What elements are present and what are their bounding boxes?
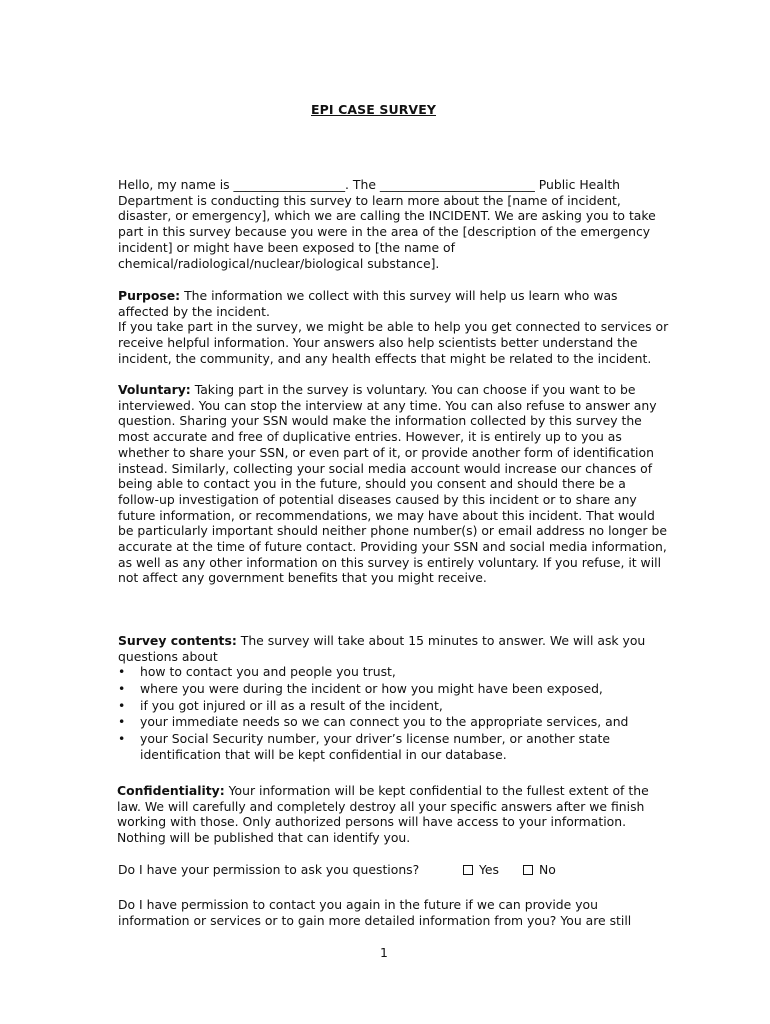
contents-paragraph xyxy=(118,633,670,664)
list-item: • where you were during the incident or how you might have been exposed, xyxy=(118,681,603,696)
survey-contents-section xyxy=(118,633,670,764)
confidentiality-text: Your information will be kept confidential to the fullest extent of the law. We will carefully and completely destroy all your specific answers after we finish working with those. Only authorized persons will have access to your information. Nothing will be published that can identify you. xyxy=(117,783,649,846)
no-option[interactable] xyxy=(523,862,556,878)
list-item: • your immediate needs so we can connect you to the appropriate services, and xyxy=(118,714,629,730)
document-title: EPI CASE SURVEY xyxy=(311,102,436,117)
voluntary-section xyxy=(118,382,670,586)
voluntary-text: Taking part in the survey is voluntary. You can choose if you want to be interviewed. You can stop the interview at any time. You can also refuse to answer any question. Sharing your SSN would make the information collected by this survey the most accurate and free of duplicative entries. However, it is entirely up to you as whether to share your SSN, or even part of it, or provide another form of identification instead. Similarly, collecting your social media account would increase our chances of being able to contact you in the future, should you consent and should there be a follow-up investigation of potential diseases caused by this incident or to share any future information, or recommendations, we may have about this incident. That would be particularly important should neither phone number(s) or email address no longer be accurate at the time of future contact. Providing your SSN and social media information, as well as any other information on this survey is entirely voluntary. If you refuse, it will not affect any government benefits that you might receive. xyxy=(118,382,667,586)
bullet-icon: • xyxy=(118,681,126,696)
no-checkbox[interactable] xyxy=(523,865,533,875)
no-label: No xyxy=(539,862,556,877)
page-number: 1 xyxy=(380,945,388,960)
permission-question-text: Do I have your permission to ask you questions? xyxy=(118,862,420,877)
contents-heading: Survey contents: xyxy=(118,633,237,648)
permission-question-1 xyxy=(118,862,670,880)
purpose-paragraph-2: If you take part in the survey, we might be able to help you get connected to services or receive helpful information. Your answers also help scientists better understand the incident, the community, and any health effects that might be related to the incident. xyxy=(118,319,669,366)
purpose-paragraph xyxy=(118,288,670,319)
intro-paragraph: Hello, my name is __________________. The _________________________ Public Health Department is conducting this survey to learn more about the [name of incident, disaster, or emergency], which we are calling the INCIDENT. We are asking you to take part in this survey because you were in the area of the [description of the emergency incident] or might have been exposed to [the name of chemical/radiological/nuclear/biological substance]. xyxy=(118,177,656,271)
bullet-icon: • xyxy=(118,714,126,730)
yes-checkbox[interactable] xyxy=(463,865,473,875)
intro-section xyxy=(118,177,670,271)
bullet-icon: • xyxy=(118,730,126,746)
purpose-heading: Purpose: xyxy=(118,288,181,303)
confidentiality-section xyxy=(117,783,669,846)
yes-option[interactable] xyxy=(463,862,499,878)
permission-question-2 xyxy=(118,897,670,928)
bullet-icon: • xyxy=(118,664,126,680)
contents-list xyxy=(118,664,670,764)
yes-label: Yes xyxy=(479,862,500,877)
list-item: • if you got injured or ill as a result of the incident, xyxy=(118,697,443,713)
purpose-text: The information we collect with this survey will help us learn who was affected by the incident. xyxy=(118,288,618,319)
voluntary-paragraph xyxy=(118,382,670,586)
list-item: • your Social Security number, your driver’s license number, or another state identification that will be kept confidential in our database. xyxy=(118,730,610,763)
list-item: • how to contact you and people you trust, xyxy=(118,664,396,680)
bullet-icon: • xyxy=(118,697,126,713)
confidentiality-paragraph xyxy=(117,783,669,846)
confidentiality-heading: Confidentiality: xyxy=(117,783,225,798)
permission-question-2-text: Do I have permission to contact you again in the future if we can provide you information or services or to gain more detailed information from you? You are still xyxy=(118,897,632,928)
voluntary-heading: Voluntary: xyxy=(118,382,191,397)
purpose-section xyxy=(118,288,670,367)
contents-text: The survey will take about 15 minutes to answer. We will ask you questions about xyxy=(118,633,646,664)
